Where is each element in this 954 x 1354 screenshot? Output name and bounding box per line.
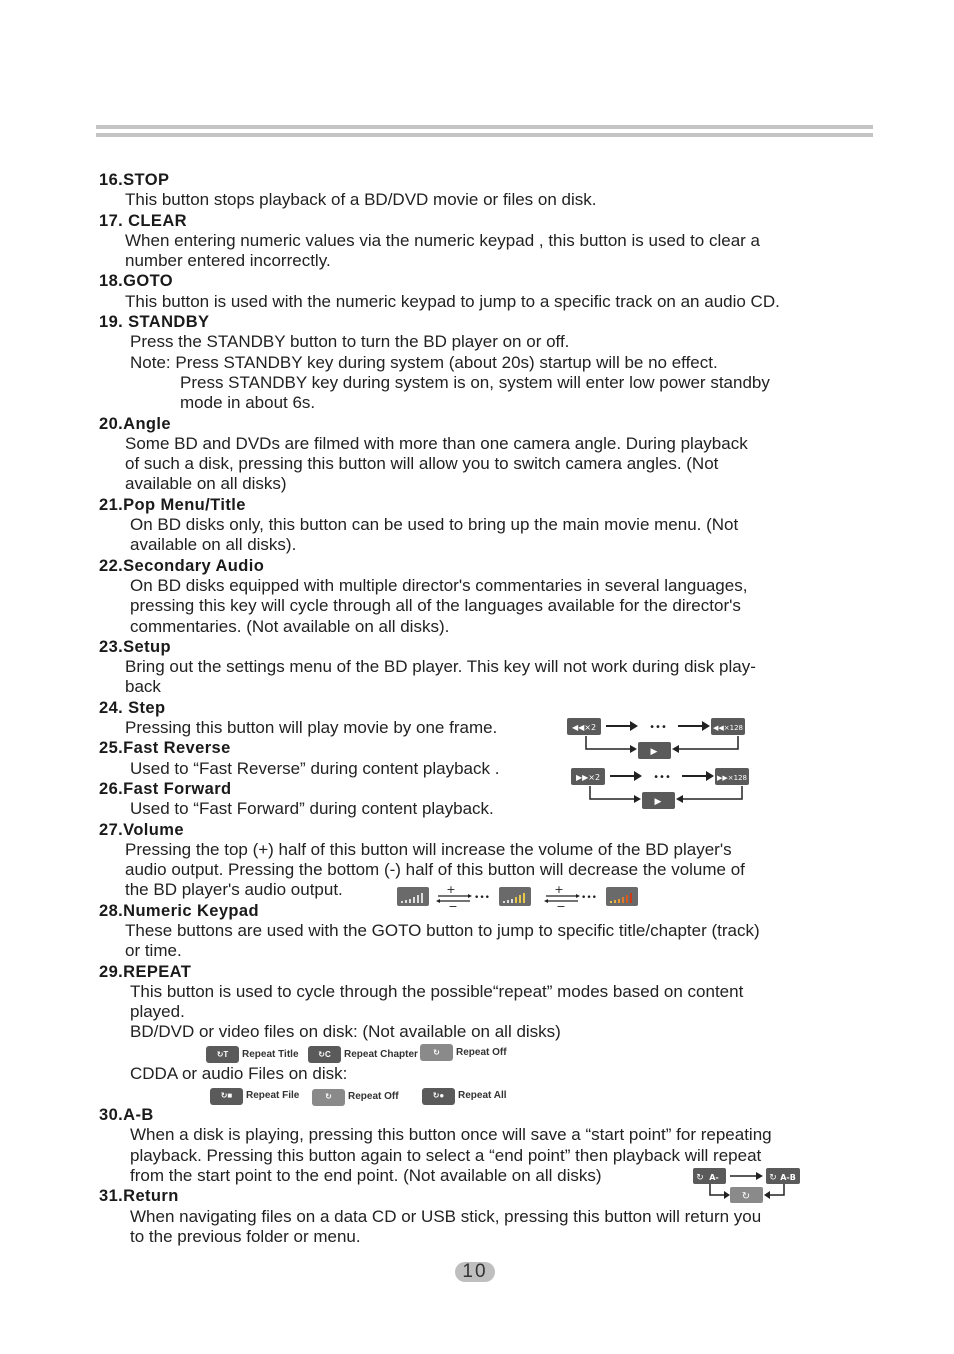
volume-diagram-svg bbox=[396, 884, 642, 910]
section-title: 27.Volume bbox=[99, 820, 184, 839]
section-angle bbox=[99, 414, 889, 495]
manual-content bbox=[99, 170, 889, 1247]
section-title: 30.A-B bbox=[99, 1106, 154, 1125]
section-step bbox=[99, 698, 889, 739]
svg-text:A-B: A-B bbox=[780, 1173, 796, 1182]
svg-text:−: − bbox=[556, 900, 566, 910]
fast-forward-diagram bbox=[570, 766, 760, 812]
body-line: When entering numeric values via the numeric keypad , this button is used to clear a bbox=[125, 230, 761, 250]
body-line: Pressing this button will play movie by one frame. bbox=[125, 718, 498, 738]
repeat-mode-label: Repeat Title bbox=[242, 1048, 299, 1060]
body-line: When a disk is playing, pressing this button once will save a “start point” for repeating bbox=[130, 1125, 772, 1145]
repeat-off-icon: ↻ bbox=[312, 1089, 345, 1106]
svg-text:+: + bbox=[554, 884, 564, 896]
section-body bbox=[99, 190, 889, 210]
section-title: 20.Angle bbox=[99, 414, 171, 433]
forward-x2-label: ▶▶×2 bbox=[575, 773, 601, 782]
rewind-dots: ••• bbox=[649, 722, 667, 733]
repeat-disk-modes bbox=[130, 1043, 889, 1064]
fast-forward-diagram-svg bbox=[570, 766, 760, 812]
body-line: CDDA or audio Files on disk: bbox=[130, 1063, 348, 1083]
section-standby bbox=[99, 312, 889, 413]
repeat-mode-file bbox=[210, 1086, 299, 1106]
repeat-mode-off bbox=[312, 1087, 399, 1107]
svg-text:•••: ••• bbox=[581, 893, 597, 903]
section-title: 24. Step bbox=[99, 698, 166, 717]
body-line: of such a disk, pressing this button will allow you to switch camera angles. (Not bbox=[125, 454, 719, 474]
ab-repeat-diagram-svg bbox=[692, 1166, 804, 1206]
section-title: 31.Return bbox=[99, 1187, 179, 1206]
repeat-mode-label: Repeat Off bbox=[456, 1046, 507, 1058]
section-body bbox=[99, 515, 889, 556]
body-line: playback. Pressing this button again to select a “end point” then playback will repeat bbox=[130, 1145, 762, 1165]
body-line: Note: Press STANDBY key during system (about 20s) startup will be no effect. bbox=[130, 352, 718, 372]
section-title: 16.STOP bbox=[99, 171, 170, 189]
svg-text:↻: ↻ bbox=[741, 1191, 751, 1202]
body-line: from the start point to the end point. (Not available on all disks) bbox=[130, 1165, 602, 1185]
body-line: On BD disks equipped with multiple director's commentaries in several languages, bbox=[130, 575, 748, 595]
section-title: 25.Fast Reverse bbox=[99, 739, 231, 758]
section-body bbox=[99, 332, 889, 413]
body-line: This button stops playback of a BD/DVD movie or files on disk. bbox=[125, 190, 597, 210]
body-line: played. bbox=[130, 1002, 185, 1022]
ab-repeat-diagram bbox=[692, 1166, 804, 1206]
body-line: Used to “Fast Reverse” during content playback . bbox=[130, 758, 500, 778]
rewind-x128-label: ◀◀×128 bbox=[713, 724, 743, 732]
section-title: 23.Setup bbox=[99, 637, 171, 656]
svg-text:+: + bbox=[446, 884, 456, 896]
section-body bbox=[99, 799, 889, 819]
repeat-off-icon: ↻ bbox=[420, 1044, 453, 1061]
body-line: Bring out the settings menu of the BD player. This key will not work during disk play- bbox=[125, 657, 756, 677]
svg-text:−: − bbox=[448, 900, 458, 910]
body-line: Press the STANDBY button to turn the BD player on or off. bbox=[130, 332, 570, 352]
section-title: 26.Fast Forward bbox=[99, 779, 232, 798]
play-label: ▶ bbox=[654, 797, 662, 807]
svg-text:A-: A- bbox=[709, 1173, 719, 1182]
section-title: 17. CLEAR bbox=[99, 211, 187, 230]
body-line: This button is used with the numeric keypad to jump to a specific track on an audio CD. bbox=[125, 291, 780, 311]
body-line: pressing this key will cycle through all of the languages available for the director's bbox=[130, 596, 741, 616]
body-line: On BD disks only, this button can be used to bring up the main movie menu. (Not bbox=[130, 515, 739, 535]
body-line: Used to “Fast Forward” during content playback. bbox=[130, 799, 494, 819]
section-body bbox=[99, 231, 889, 272]
body-line: When navigating files on a data CD or USB stick, pressing this button will return you bbox=[130, 1206, 762, 1226]
volume-low-icon bbox=[397, 887, 429, 906]
body-line: This button is used to cycle through the possible“repeat” modes based on content bbox=[130, 981, 744, 1001]
volume-high-icon bbox=[606, 887, 638, 906]
note-line: mode in about 6s. bbox=[180, 393, 316, 413]
section-goto bbox=[99, 271, 889, 312]
section-body bbox=[99, 759, 889, 779]
repeat-mode-off bbox=[420, 1043, 507, 1063]
section-title: 19. STANDBY bbox=[99, 313, 210, 332]
repeat-all-icon: ↻ ● bbox=[422, 1088, 455, 1105]
fast-reverse-diagram-svg bbox=[566, 716, 756, 762]
body-line: to the previous folder or menu. bbox=[130, 1226, 361, 1246]
header-rule-top bbox=[96, 125, 873, 129]
section-secondary-audio bbox=[99, 556, 889, 637]
body-line: available on all disks). bbox=[130, 535, 297, 555]
section-body bbox=[99, 576, 889, 637]
forward-x128-label: ▶▶×128 bbox=[717, 774, 747, 782]
section-title: 18.GOTO bbox=[99, 272, 174, 291]
section-clear bbox=[99, 211, 889, 272]
section-pop-menu bbox=[99, 495, 889, 556]
section-repeat bbox=[99, 962, 889, 1105]
body-line: audio output. Pressing the bottom (-) half of this button will decrease the volume of bbox=[125, 860, 745, 880]
forward-dots: ••• bbox=[653, 772, 671, 783]
play-label: ▶ bbox=[650, 747, 658, 757]
volume-mid-icon bbox=[499, 887, 531, 906]
volume-diagram bbox=[396, 884, 642, 910]
repeat-mode-label: Repeat Chapter bbox=[344, 1048, 418, 1060]
section-stop bbox=[99, 170, 889, 211]
section-body bbox=[99, 657, 889, 698]
repeat-mode-label: Repeat File bbox=[246, 1090, 300, 1102]
rewind-x2-label: ◀◀×2 bbox=[571, 723, 597, 732]
repeat-mode-label: Repeat All bbox=[458, 1090, 507, 1102]
body-line: Pressing the top (+) half of this button will increase the volume of the BD player's bbox=[125, 839, 732, 859]
repeat-mode-label: Repeat Off bbox=[348, 1091, 399, 1103]
section-title: 21.Pop Menu/Title bbox=[99, 495, 246, 514]
repeat-mode-chapter bbox=[308, 1045, 418, 1065]
section-body bbox=[99, 982, 889, 1105]
section-title: 22.Secondary Audio bbox=[99, 556, 265, 575]
body-line: the BD player's audio output. bbox=[125, 880, 343, 900]
body-line: or time. bbox=[125, 941, 182, 961]
body-line: commentaries. (Not available on all disks). bbox=[130, 616, 450, 636]
section-title: 28.Numeric Keypad bbox=[99, 901, 259, 920]
section-body bbox=[99, 718, 889, 738]
fast-reverse-diagram bbox=[566, 716, 756, 762]
header-rule-bottom bbox=[96, 133, 873, 137]
section-body bbox=[99, 921, 889, 962]
repeat-title-icon: ↻ T bbox=[206, 1046, 239, 1063]
section-title: 29.REPEAT bbox=[99, 962, 192, 981]
body-line: number entered incorrectly. bbox=[125, 251, 331, 271]
section-body bbox=[99, 434, 889, 495]
section-body bbox=[99, 292, 889, 312]
section-body bbox=[99, 1207, 889, 1248]
repeat-mode-title bbox=[206, 1045, 299, 1065]
svg-text:•••: ••• bbox=[474, 893, 490, 903]
page-number: 10 bbox=[455, 1262, 495, 1282]
svg-text:↻: ↻ bbox=[696, 1173, 704, 1183]
body-line: These buttons are used with the GOTO button to jump to specific title/chapter (track) bbox=[125, 920, 760, 940]
section-fast-reverse bbox=[99, 738, 889, 779]
svg-text:↻: ↻ bbox=[769, 1173, 777, 1183]
body-line: BD/DVD or video files on disk: (Not available on all disks) bbox=[130, 1022, 561, 1042]
body-line: Some BD and DVDs are filmed with more than one camera angle. During playback bbox=[125, 433, 748, 453]
section-fast-forward bbox=[99, 779, 889, 820]
repeat-file-icon: ↻ ■ bbox=[210, 1088, 243, 1105]
note-line: Press STANDBY key during system is on, system will enter low power standby bbox=[180, 372, 770, 392]
repeat-audio-modes bbox=[130, 1084, 889, 1105]
repeat-chapter-icon: ↻ C bbox=[308, 1046, 341, 1063]
repeat-mode-all bbox=[422, 1086, 507, 1106]
body-line: back bbox=[125, 677, 161, 697]
section-setup bbox=[99, 637, 889, 698]
body-line: available on all disks) bbox=[125, 474, 287, 494]
